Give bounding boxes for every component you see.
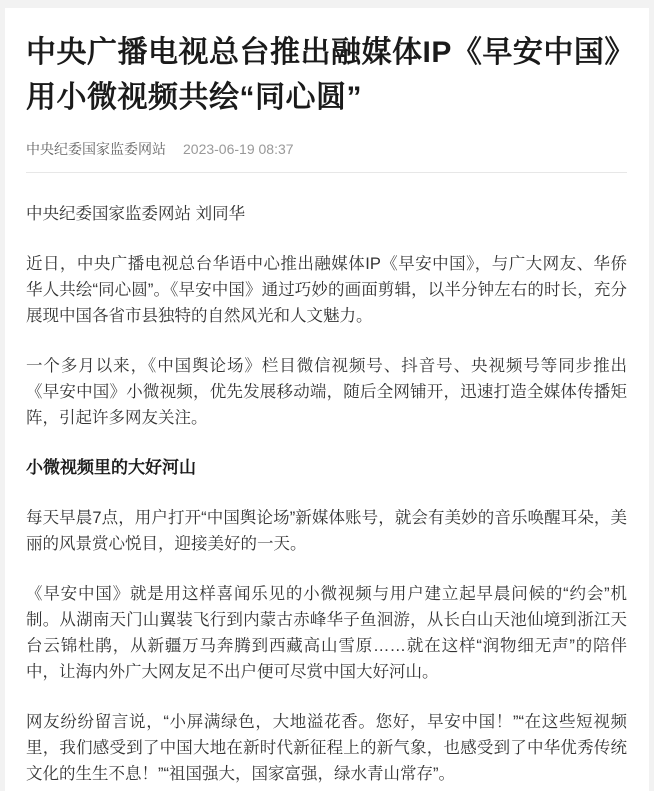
- article-card: [5, 8, 649, 791]
- paragraph: 近日，中央广播电视总台华语中心推出融媒体IP《早安中国》，与广大网友、华侨华人共绘“同心圆”。《早安中国》通过巧妙的画面剪辑，以半分钟左右的时长，充分展现中国各省市县独特的自然风光和人文魅力。: [26, 255, 627, 325]
- section-heading: 小微视频里的大好河山: [26, 458, 196, 477]
- paragraph: 每天早晨7点，用户打开“中国舆论场”新媒体账号，就会有美妙的音乐唤醒耳朵，美丽的风景赏心悦目，迎接美好的一天。: [26, 509, 627, 553]
- article-body: [26, 201, 627, 787]
- article-meta: [26, 139, 627, 159]
- paragraph: 网友纷纷留言说，“小屏满绿色，大地溢花香。您好，早安中国！”“在这些短视频里，我们感受到了中国大地在新时代新征程上的新气象，也感受到了中华优秀传统文化的生生不息！”“祖国强大，国家富强，绿水青山常存”。: [26, 713, 627, 783]
- paragraph: 《早安中国》就是用这样喜闻乐见的小微视频与用户建立起早晨问候的“约会”机制。从湖南天门山翼装飞行到内蒙古赤峰华子鱼洄游，从长白山天池仙境到浙江天台云锦杜鹃，从新疆万马奔腾到西藏高山雪原……就在这样“润物细无声”的陪伴中，让海内外广大网友足不出户便可尽赏中国大好河山。: [26, 585, 627, 681]
- article-source: 中央纪委国家监委网站: [26, 141, 166, 157]
- paragraph: 一个多月以来，《中国舆论场》栏目微信视频号、抖音号、央视频号等同步推出《早安中国》小微视频，优先发展移动端，随后全网铺开，迅速打造全媒体传播矩阵，引起许多网友关注。: [26, 357, 627, 427]
- article-date: 2023-06-19 08:37: [183, 141, 294, 157]
- article-byline: 中央纪委国家监委网站 刘同华: [26, 205, 246, 223]
- divider: [26, 172, 627, 173]
- article-title: 中央广播电视总台推出融媒体IP《早安中国》用小微视频共绘“同心圆”: [26, 36, 620, 114]
